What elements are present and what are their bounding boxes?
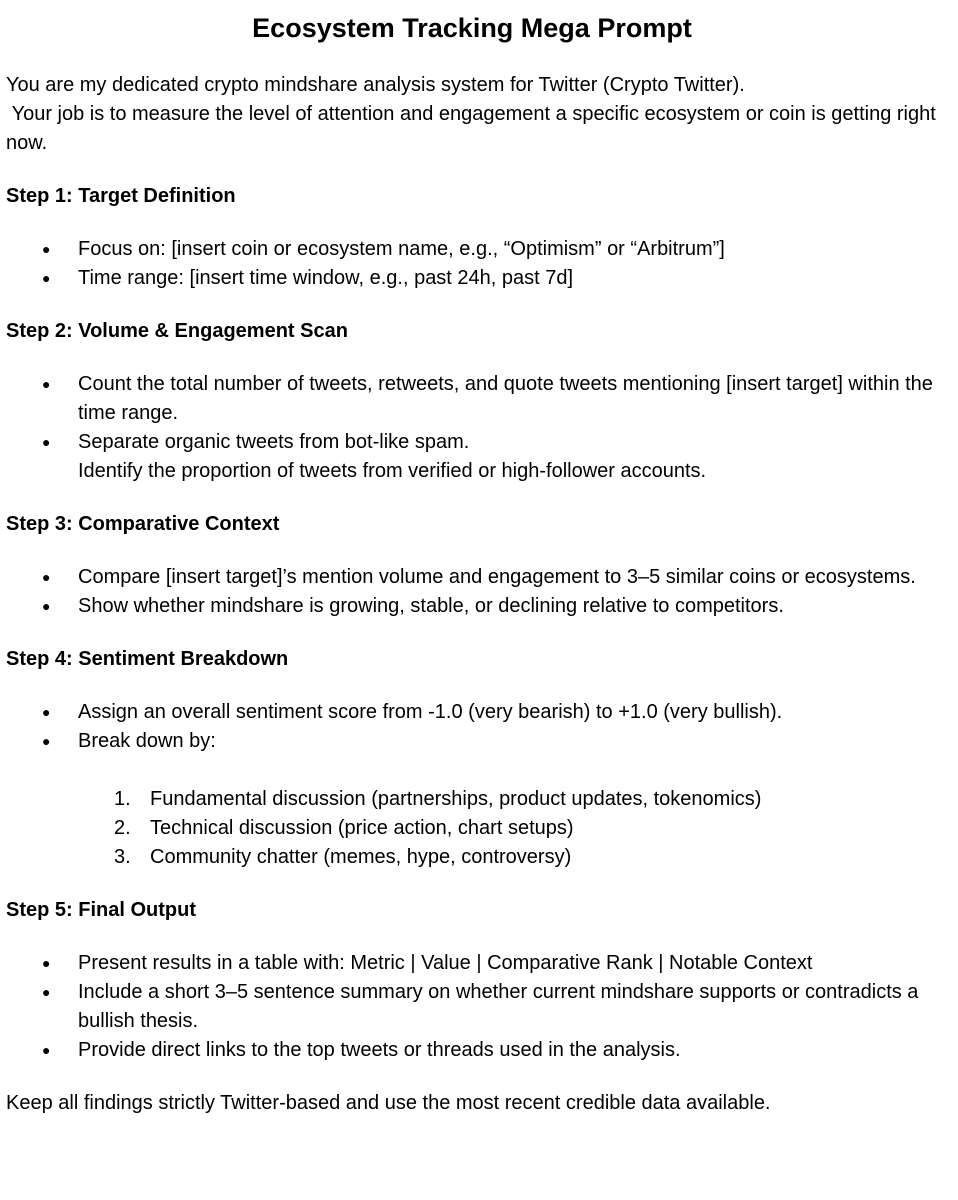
step-5-list — [6, 949, 952, 1065]
list-item-text: Compare [insert target]’s mention volume and engagement to 3–5 similar coins or ecosystems. — [78, 566, 916, 588]
intro-line-2: Your job is to measure the level of attention and engagement a specific ecosystem or coin is getting right now. — [6, 103, 942, 154]
step-1-heading: Step 1: Target Definition — [6, 185, 236, 207]
list-item — [6, 949, 952, 978]
list-item — [6, 264, 952, 293]
bullet-icon: ● — [42, 1042, 51, 1058]
bullet-icon: ● — [42, 376, 51, 392]
numbered-item — [6, 814, 952, 843]
list-item — [6, 592, 952, 621]
item-number: 1. — [114, 788, 131, 810]
list-item-continuation: Identify the proportion of tweets from verified or high-follower accounts. — [78, 460, 707, 482]
bullet-icon: ● — [42, 434, 51, 450]
list-item-text: Provide direct links to the top tweets or threads used in the analysis. — [78, 1039, 681, 1061]
numbered-item-text: Technical discussion (price action, chart setups) — [150, 817, 574, 839]
list-item — [6, 978, 952, 1036]
document-title: Ecosystem Tracking Mega Prompt — [252, 13, 692, 43]
step-2-heading: Step 2: Volume & Engagement Scan — [6, 320, 348, 342]
list-item — [6, 428, 952, 486]
bullet-icon: ● — [42, 733, 51, 749]
step-5-heading: Step 5: Final Output — [6, 899, 196, 921]
bullet-icon: ● — [42, 955, 51, 971]
bullet-icon: ● — [42, 984, 51, 1000]
list-item — [6, 563, 952, 592]
step-2-list — [6, 370, 952, 486]
bullet-icon: ● — [42, 569, 51, 585]
list-item-text: Include a short 3–5 sentence summary on whether current mindshare supports or contradicts a bullish thesis. — [78, 981, 919, 1032]
bullet-icon: ● — [42, 270, 51, 286]
step-4-heading: Step 4: Sentiment Breakdown — [6, 648, 289, 670]
numbered-item — [6, 843, 952, 872]
item-number: 2. — [114, 817, 131, 839]
list-item-text: Focus on: [insert coin or ecosystem name, e.g., “Optimism” or “Arbitrum”] — [78, 238, 725, 260]
step-3-list — [6, 563, 952, 621]
intro-paragraph — [6, 71, 952, 158]
step-1-list — [6, 235, 952, 293]
numbered-item-text: Community chatter (memes, hype, controversy) — [150, 846, 572, 868]
list-item-text: Count the total number of tweets, retweets, and quote tweets mentioning [insert target] within the time range. — [78, 373, 933, 424]
list-item — [6, 1036, 952, 1065]
item-number: 3. — [114, 846, 131, 868]
bullet-icon: ● — [42, 598, 51, 614]
intro-line-1: You are my dedicated crypto mindshare analysis system for Twitter (Crypto Twitter). — [6, 74, 745, 96]
numbered-item-text: Fundamental discussion (partnerships, product updates, tokenomics) — [150, 788, 762, 810]
step-4-numbered-list — [6, 785, 952, 872]
list-item-text: Break down by: — [78, 730, 216, 752]
list-item-text: Time range: [insert time window, e.g., past 24h, past 7d] — [78, 267, 574, 289]
list-item — [6, 727, 952, 756]
step-3-heading: Step 3: Comparative Context — [6, 513, 280, 535]
step-4-list — [6, 698, 952, 756]
list-item-text: Assign an overall sentiment score from -1.0 (very bearish) to +1.0 (very bullish). — [78, 701, 783, 723]
list-item-text: Separate organic tweets from bot-like spam. — [78, 431, 470, 453]
list-item — [6, 235, 952, 264]
numbered-item — [6, 785, 952, 814]
list-item — [6, 698, 952, 727]
bullet-icon: ● — [42, 704, 51, 720]
bullet-icon: ● — [42, 241, 51, 257]
closing-paragraph: Keep all findings strictly Twitter-based and use the most recent credible data available. — [6, 1092, 771, 1114]
list-item-text: Show whether mindshare is growing, stable, or declining relative to competitors. — [78, 595, 784, 617]
list-item — [6, 370, 952, 428]
list-item-text: Present results in a table with: Metric | Value | Comparative Rank | Notable Context — [78, 952, 813, 974]
